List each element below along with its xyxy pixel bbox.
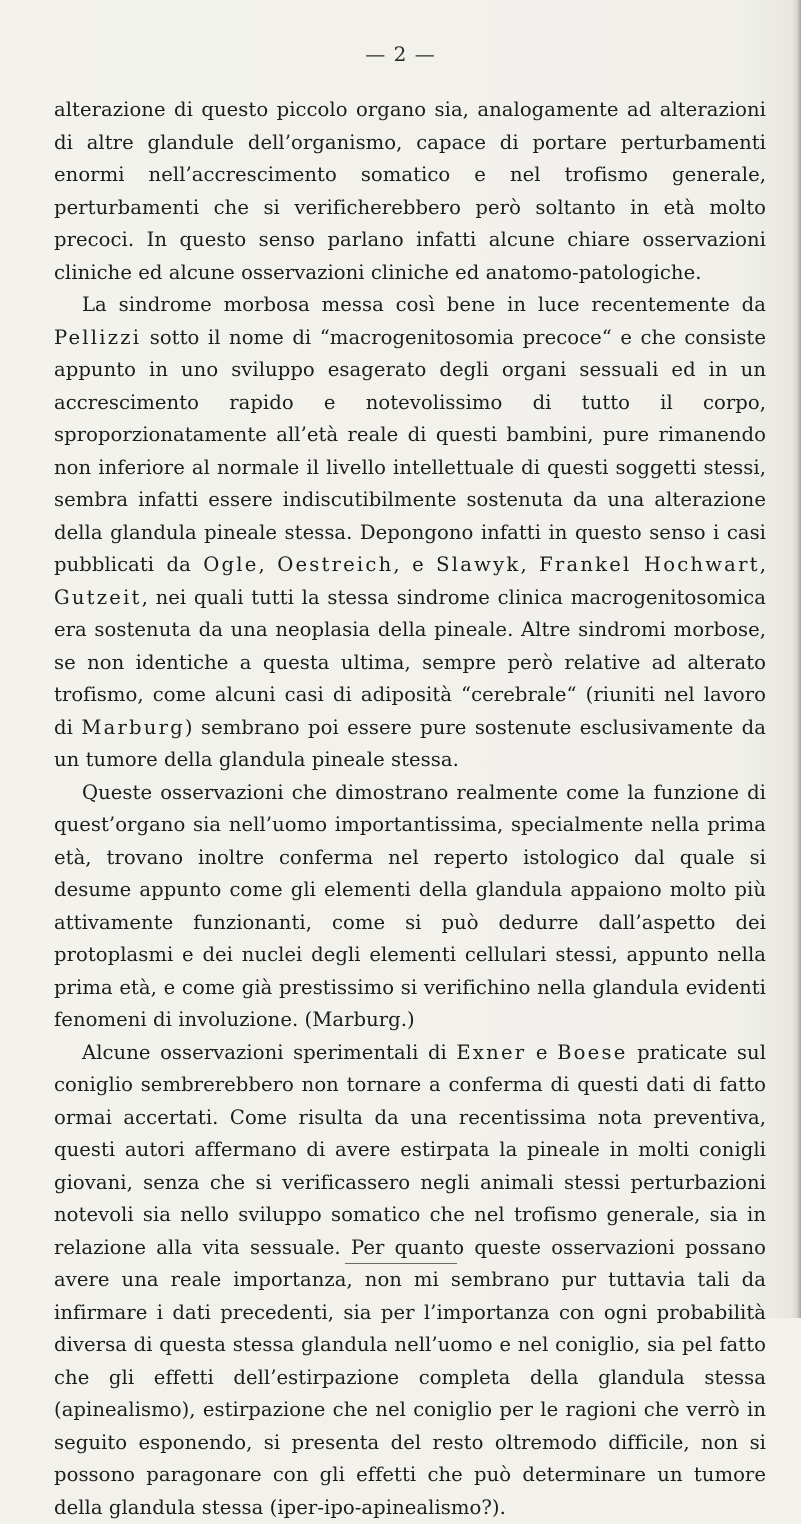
text-run: ) sembrano poi essere pure sostenute esclusivamente da un tumore della glandula pineale stessa. [54,716,766,772]
paragraph-2 [54,289,766,777]
author-name: Ogle [203,553,258,576]
paragraph-4 [54,1037,766,1524]
text-run: La sindrome morbosa messa così bene in luce recentemente da [82,293,766,316]
end-rule [345,1263,457,1264]
author-name: Hochwart [644,553,760,576]
author-name: Pellizzi [54,326,141,349]
text-run: , e [393,553,436,576]
paragraph-3: Queste osservazioni che dimostrano realmente come la funzione di quest’organo sia nell’uomo importantissima, specialmente nella prima età, trovano inoltre conferma nel reperto istologico dal quale si desume appunto come gli elementi della glandula appaiono molto più attivamente funzionanti, come si può dedurre dall’aspetto dei protoplasmi e dei nuclei degli elementi cellulari stessi, appunto nella prima età, e come già prestissimo si verifichino nella glandula evidenti fenomeni di involuzione. (Marburg.) [54,777,766,1037]
text-run: , [259,553,278,576]
page-edge-shadow [791,0,801,1318]
text-run: , [760,553,766,576]
author-name: Slawyk [436,553,520,576]
author-name: Exner [456,1041,526,1064]
author-name: Gutzeit [54,586,142,609]
text-run: , [520,553,539,576]
body-text [54,94,766,1524]
text-run: praticate sul coniglio sembrerebbero non tornare a conferma di questi dati di fatto ormai accertati. Come risulta da una recentissima nota preventiva, questi autori affermano di avere estirpata la pineale in molti conigli giovani, senza che si verificassero negli animali stessi perturbazioni notevoli sia nello sviluppo somatico che nel trofismo generale, sia in relazione alla vita sessuale. Per quanto queste osservazioni possano avere una reale importanza, non mi sembrano pur tuttavia tali da infirmare i dati precedenti, sia per l’importanza con ogni probabilità diversa di questa stessa glandula nell’uomo e nel coniglio, sia pel fatto che gli effetti dell’estirpazione completa della glandula stessa (apinealismo), estirpazione che nel coniglio per le ragioni che verrò in seguito esponendo, si presenta del resto oltremodo difficile, non si possono paragonare con gli effetti che può determinare un tumore della glandula stessa (iper-ipo-apinealismo?). [54,1041,766,1519]
text-run: Alcune osservazioni sperimentali di [82,1041,456,1064]
author-name: Boese [557,1041,627,1064]
text-run: , nei quali tutti la stessa sindrome clinica macrogenitosomica era sostenuta da una neoplasia della pineale. Altre sindromi morbose, se non identiche a questa ultima, sempre però relative ad alterato trofismo, come alcuni casi di adiposità “cerebrale“ (riuniti nel lavoro di [54,586,766,739]
text-run [632,553,644,576]
author-name: Marburg [81,716,185,739]
text-run: e [526,1041,557,1064]
paragraph-1: alterazione di questo piccolo organo sia, analogamente ad alterazioni di altre glandule dell’organismo, capace di portare perturbamenti enormi nell’accrescimento somatico e nel trofismo generale, perturbamenti che si verificherebbero però soltanto in età molto precoci. In questo senso parlano infatti alcune chiare osservazioni cliniche ed alcune osservazioni cliniche ed anatomo-patologiche. [54,94,766,289]
text-run: sotto il nome di “macrogenitosomia precoce“ e che consiste appunto in uno sviluppo esagerato degli organi sessuali ed in un accrescimento rapido e notevolissimo di tutto il corpo, sproporzionatamente all’età reale di questi bambini, pure rimanendo non inferiore al normale il livello intellettuale di questi soggetti stessi, sembra infatti essere indiscutibilmente sostenuta da una alterazione della glandula pineale stessa. Depongono infatti in questo senso i casi pubblicati da [54,326,766,577]
page-number: — 2 — [0,42,801,66]
author-name: Oestreich [277,553,393,576]
author-name: Frankel [539,553,631,576]
